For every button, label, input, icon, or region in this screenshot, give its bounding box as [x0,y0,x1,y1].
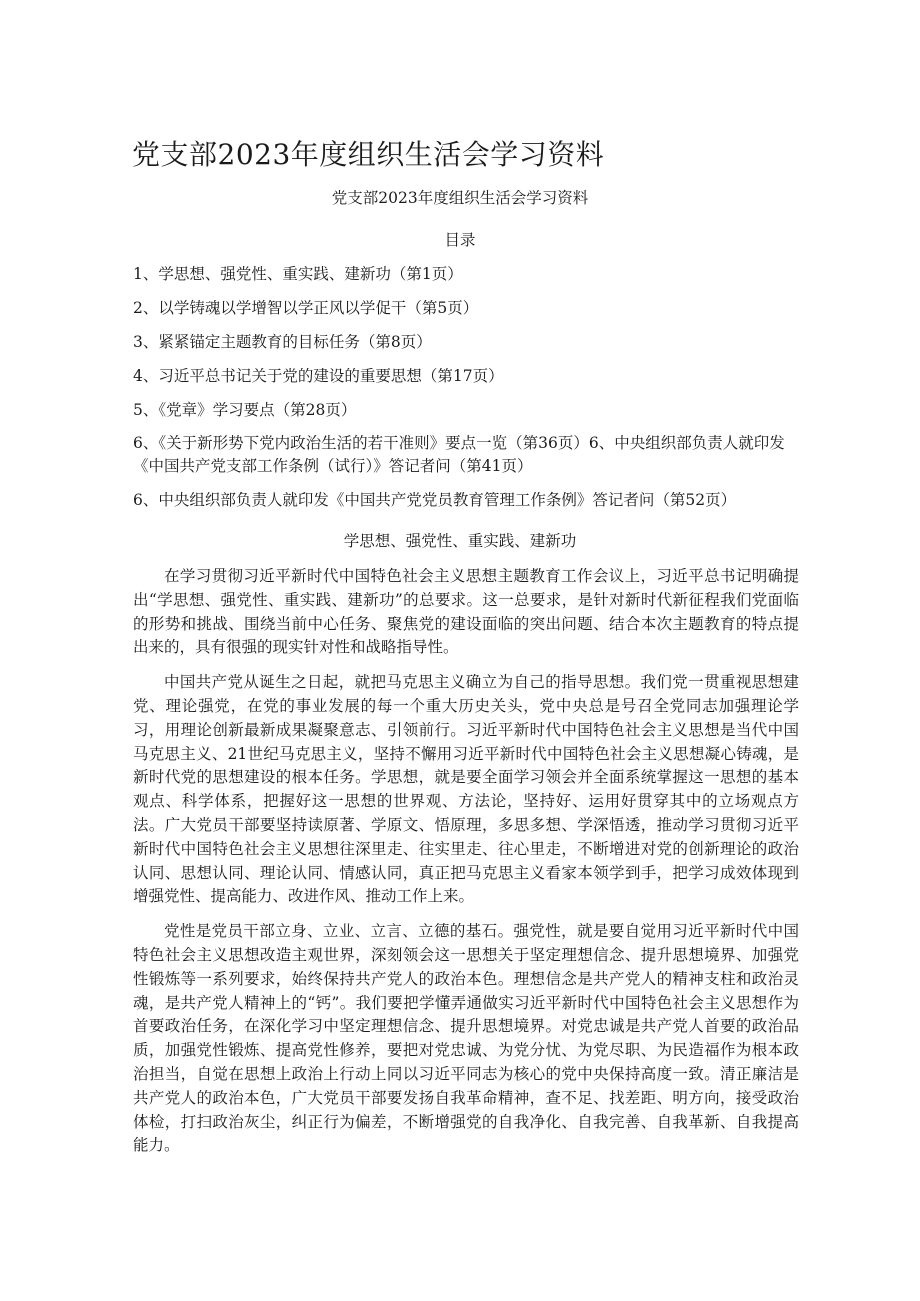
document-title: 党支部2023年度组织生活会学习资料 [132,138,605,171]
section-body [133,565,799,1169]
toc-item: 5、《党章》学习要点（第28页） [133,401,357,419]
toc-heading: 目录 [444,231,476,249]
body-paragraph: 中国共产党从诞生之日起，就把马克思主义确立为自己的指导思想。我们党一贯重视思想建党、理论强党，在党的事业发展的每一个重大历史关头，党中央总是号召全党同志加强理论学习，用理论创新最新成果凝聚意志、引领前行。习近平新时代中国特色社会主义思想是当代中国马克思主义、21世纪马克思主义，坚持不懈用习近平新时代中国特色社会主义思想凝心铸魂，是新时代党的思想建设的根本任务。学思想，就是要全面学习领会并全面系统掌握这一思想的基本观点、科学体系，把握好这一思想的世界观、方法论，坚持好、运用好贯穿其中的立场观点方法。广大党员干部要坚持读原著、学原文、悟原理，多思多想、学深悟透，推动学习贯彻习近平新时代中国特色社会主义思想往深里走、往实里走、往心里走，不断增进对党的创新理论的政治认同、思想认同、理论认同、情感认同，真正把马克思主义看家本领学到手，把学习成效体现到增强党性、提高能力、改进作风、推动工作上来。 [133,673,799,906]
toc-item: 6、《关于新形势下党内政治生活的若干准则》要点一览（第36页）6、中央组织部负责人就印发《中国共产党支部工作条例（试行）》答记者问（第41页） [133,434,785,475]
body-paragraph: 党性是党员干部立身、立业、立言、立德的基石。强党性，就是要自觉用习近平新时代中国特色社会主义思想改造主观世界，深刻领会这一思想关于坚定理想信念、提升思想境界、加强党性锻炼等一系列要求，始终保持共产党人的政治本色。理想信念是共产党人的精神支柱和政治灵魂，是共产党人精神上的“钙”。我们要把学懂弄通做实习近平新时代中国特色社会主义思想作为首要政治任务，在深化学习中坚定理想信念、提升思想境界。对党忠诚是共产党人首要的政治品质，加强党性锻炼、提高党性修养，要把对党忠诚、为党分忧、为党尽职、为民造福作为根本政治担当，自觉在思想上政治上行动上同以习近平同志为核心的党中央保持高度一致。清正廉洁是共产党人的政治本色，广大党员干部要发扬自我革命精神，查不足、找差距、明方向，接受政治体检，打扫政治灰尘，纠正行为偏差，不断增强党的自我净化、自我完善、自我革新、自我提高能力。 [133,922,799,1155]
body-paragraph: 在学习贯彻习近平新时代中国特色社会主义思想主题教育工作会议上，习近平总书记明确提出“学思想、强党性、重实践、建新功”的总要求。这一总要求，是针对新时代新征程我们党面临的形势和挑战、围绕当前中心任务、聚焦党的建设面临的突出问题、结合本次主题教育的特点提出来的，具有很强的现实针对性和战略指导性。 [133,567,799,657]
toc-item: 1、学思想、强党性、重实践、建新功（第1页） [133,265,463,283]
toc-item: 6、中央组织部负责人就印发《中国共产党党员教育管理工作条例》答记者问（第52页） [133,491,737,509]
section-heading: 学思想、强党性、重实践、建新功 [343,532,577,550]
toc-item: 2、以学铸魂以学增智以学正风以学促干（第5页） [133,299,479,317]
document-subtitle: 党支部2023年度组织生活会学习资料 [331,189,589,207]
toc-item: 3、紧紧锚定主题教育的目标任务（第8页） [133,333,432,351]
toc-item: 4、习近平总书记关于党的建设的重要思想（第17页） [133,367,504,385]
table-of-contents [133,262,803,522]
